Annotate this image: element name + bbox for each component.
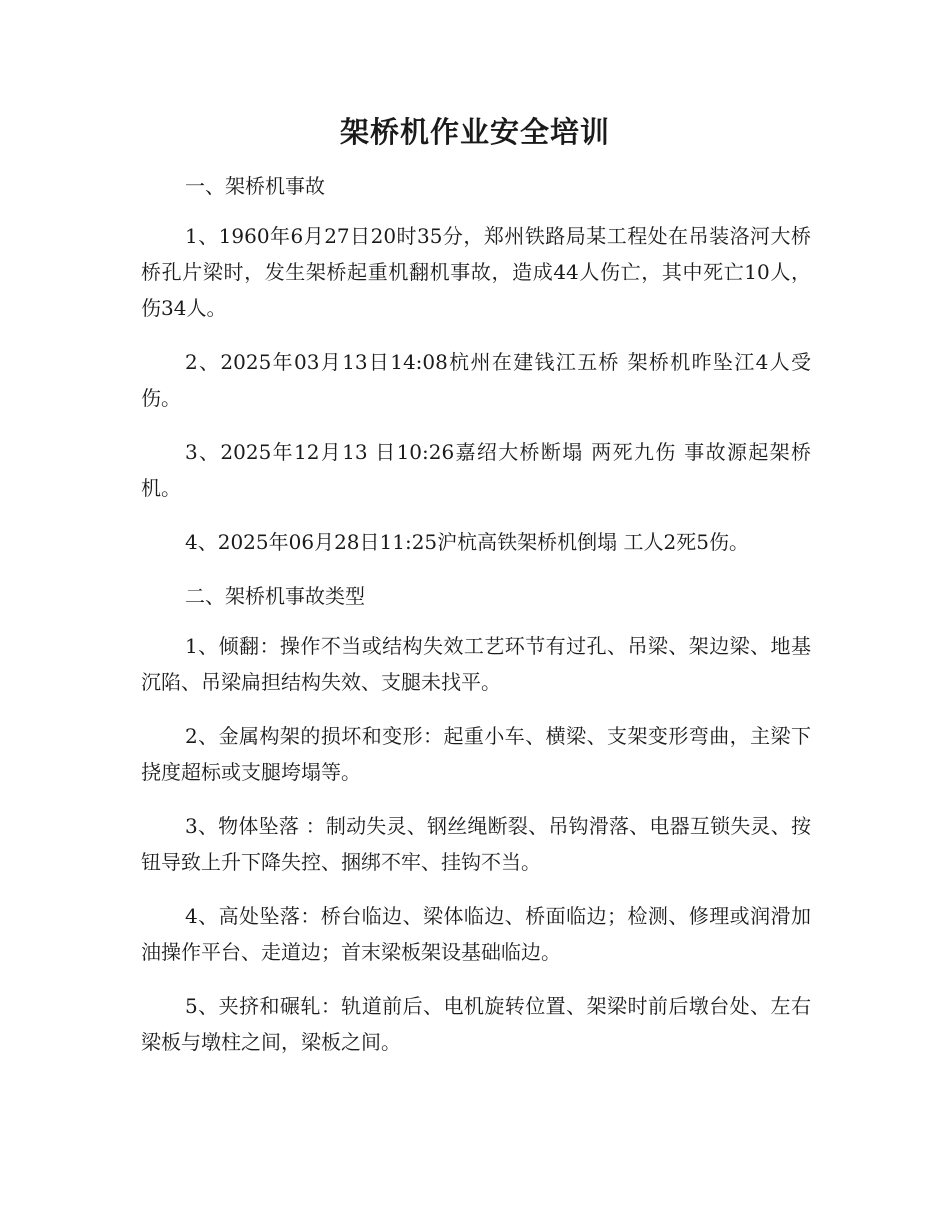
- document-body: [141, 168, 811, 1078]
- accident-type-item-3: 3、物体坠落 ：制动失灵、钢丝绳断裂、吊钩滑落、电器互锁失灵、按钮导致上升下降失控、捆绑不牢、挂钩不当。: [141, 814, 811, 874]
- accident-type-item-1: 1、倾翻：操作不当或结构失效工艺环节有过孔、吊梁、架边梁、地基沉陷、吊梁扁担结构失效、支腿未找平。: [141, 634, 811, 694]
- page-title: 架桥机作业安全培训: [339, 115, 610, 149]
- accident-type-item-2: 2、金属构架的损坏和变形：起重小车、横梁、支架变形弯曲，主梁下挠度超标或支腿垮塌等。: [141, 724, 811, 784]
- accident-item-2: 2、2025年03月13日14:08杭州在建钱江五桥 架桥机昨坠江4人受伤。: [141, 350, 811, 410]
- accident-item-4: 4、2025年06月28日11:25沪杭高铁架桥机倒塌 工人2死5伤。: [185, 530, 749, 554]
- accident-type-item-5: 5、夹挤和碾轧：轨道前后、电机旋转位置、架梁时前后墩台处、左右梁板与墩柱之间，梁板之间。: [141, 994, 811, 1054]
- accident-item-3: 3、2025年12月13 日10:26嘉绍大桥断塌 两死九伤 事故源起架桥机。: [141, 440, 811, 500]
- section-heading-accidents: 一、架桥机事故: [185, 174, 325, 198]
- section-heading-accident-types: 二、架桥机事故类型: [185, 584, 365, 608]
- accident-item-1: 1、1960年6月27日20时35分，郑州铁路局某工程处在吊装洛河大桥桥孔片梁时，发生架桥起重机翻机事故，造成44人伤亡，其中死亡10人，伤34人。: [141, 224, 811, 320]
- accident-type-item-4: 4、高处坠落：桥台临边、梁体临边、桥面临边；检测、修理或润滑加油操作平台、走道边；首末梁板架设基础临边。: [141, 904, 811, 964]
